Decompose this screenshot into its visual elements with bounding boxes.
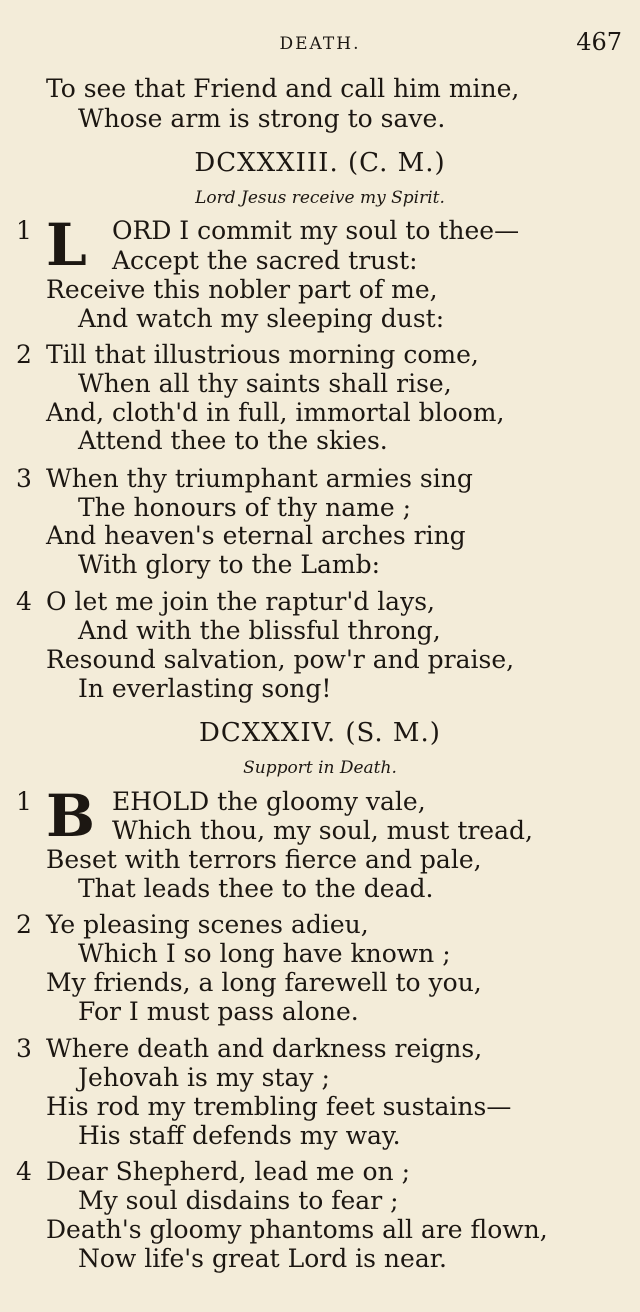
verse-number: 4 [16,587,32,616]
verse-line: Attend thee to the skies. [78,426,388,455]
verse-line: Ye pleasing scenes adieu, [46,910,369,939]
verse-line: Accept the sacred trust: [112,246,418,275]
verse-line: Which I so long have known ; [78,939,451,968]
verse-line: Now life's great Lord is near. [78,1244,447,1273]
verse-line: With glory to the Lamb: [78,550,380,579]
verse-number: 4 [16,1157,32,1186]
verse-line: Resound salvation, pow'r and praise, [46,645,515,674]
drop-cap: B [46,782,96,850]
verse-number: 1 [16,787,32,816]
verse-number: 3 [16,464,32,493]
verse-line: O let me join the raptur'd lays, [46,587,435,616]
verse-line: Receive this nobler part of me, [46,275,438,304]
verse-line: The honours of thy name ; [78,493,411,522]
hymn-title: DCXXXIV. (S. M.) [199,718,441,748]
drop-cap: L [46,211,87,279]
verse-number: 2 [16,910,32,939]
verse-line: And with the blissful throng, [78,616,441,645]
verse-line: When thy triumphant armies sing [46,464,473,493]
verse-line: And heaven's eternal arches ring [46,521,466,550]
verse-line: His staff defends my way. [78,1121,401,1150]
continuation-line: To see that Friend and call him mine, [46,74,520,103]
verse-number: 1 [16,216,32,245]
verse-line: When all thy saints shall rise, [78,369,452,398]
page-number: 467 [576,28,622,56]
verse-line: Dear Shepherd, lead me on ; [46,1157,411,1186]
verse-line: And watch my sleeping dust: [78,304,445,333]
verse-line: My soul disdains to fear ; [78,1186,399,1215]
verse-line: Till that illustrious morning come, [46,340,479,369]
verse-line: My friends, a long farewell to you, [46,968,482,997]
verse-line: That leads thee to the dead. [78,874,434,903]
hymn-title: DCXXXIII. (C. M.) [194,148,446,178]
verse-line: His rod my trembling feet sustains— [46,1092,512,1121]
hymn-subtitle: Lord Jesus receive my Spirit. [195,188,445,208]
verse-number: 2 [16,340,32,369]
verse-line: Which thou, my soul, must tread, [112,816,533,845]
verse-number: 3 [16,1034,32,1063]
verse-line: Jehovah is my stay ; [78,1063,330,1092]
verse-line: In everlasting song! [78,674,332,703]
verse-line: Where death and darkness reigns, [46,1034,483,1063]
verse-line: Beset with terrors fierce and pale, [46,845,482,874]
hymn-subtitle: Support in Death. [243,758,397,778]
running-header: DEATH. [279,34,361,54]
verse-line: And, cloth'd in full, immortal bloom, [46,398,505,427]
verse-line: For I must pass alone. [78,997,359,1026]
verse-line: ORD I commit my soul to thee— [112,216,520,245]
verse-line: Death's gloomy phantoms all are flown, [46,1215,548,1244]
continuation-line: Whose arm is strong to save. [78,104,446,133]
verse-line: EHOLD the gloomy vale, [112,787,426,816]
